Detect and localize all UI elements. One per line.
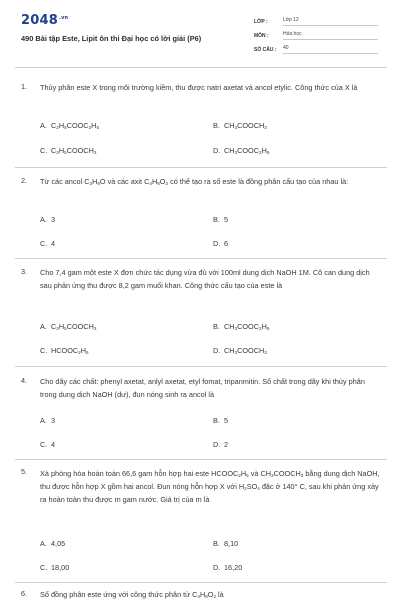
question-text: Thủy phân este X trong môi trường kiềm, thu được natri axetat và ancol etylic. Công thức của X là [40, 83, 358, 92]
option-b[interactable]: B. $CH_3COOC_2H_5$ [213, 322, 270, 331]
question-text: Xà phòng hóa hoàn toàn 66,6 gam hỗn hợp hai este $HCOOC_2H_5$ và $CH_3COOCH_3$ bằng dung dịch NaOH, thu được hỗn hợp X gồm hai ancol. Đun nóng hỗn hợp X với $H_2SO_4$ đặc ở 140° C, sau khi phản ứng xảy ra hoàn toàn thu được m gam nước. Giá trị của m là [40, 469, 380, 505]
option-b[interactable]: B. 5 [213, 416, 229, 425]
count-value: 40 [283, 45, 378, 54]
option-d[interactable]: D. 2 [213, 440, 229, 449]
site-logo[interactable]: $2048^{.vn}$ [21, 13, 69, 28]
question-number: 6. [21, 589, 28, 598]
subject-label: MÔN : [254, 32, 269, 39]
option-d[interactable]: D. 6 [213, 239, 229, 248]
question-number: 2. [21, 176, 28, 185]
option-c[interactable]: C. $C_2H_5COOCH_3$ [40, 146, 97, 155]
option-b[interactable]: B. 8,10 [213, 539, 239, 548]
question-text: Cho 7,4 gam một este X đơn chức tác dụng vừa đủ với 100ml dung dịch NaOH 1M. Cô can dung dịch sau phản ứng thu được 8,2 gam muối khan. Công thức cấu tạo của este là [40, 268, 370, 290]
option-d[interactable]: D. 16,20 [213, 563, 243, 572]
option-c[interactable]: C. 4 [40, 440, 56, 449]
meta-subject-row [254, 31, 378, 40]
class-label: LỚP : [254, 18, 268, 25]
count-label: SỐ CÂU : [254, 46, 277, 53]
question-number: 5. [21, 467, 28, 476]
option-a[interactable]: A. 3 [40, 416, 56, 425]
question-5 [21, 467, 383, 507]
option-c[interactable]: C. $HCOOC_2H_5$ [40, 346, 89, 355]
question-divider [15, 258, 387, 259]
question-4 [21, 376, 383, 401]
option-a[interactable]: A. 4,05 [40, 539, 66, 548]
option-c[interactable]: C. 4 [40, 239, 56, 248]
question-number: 4. [21, 376, 28, 385]
option-a[interactable]: A. 3 [40, 215, 56, 224]
option-d[interactable]: D. $CH_3COOC_2H_5$ [213, 146, 270, 155]
question-divider [15, 366, 387, 367]
question-3 [21, 267, 383, 292]
option-c[interactable]: C. 18,00 [40, 563, 70, 572]
class-value: Lớp 12 [283, 17, 378, 26]
option-b[interactable]: B. $CH_3COOCH_3$ [213, 121, 267, 130]
option-a[interactable]: A. $C_2H_5COOCH_3$ [40, 322, 97, 331]
subject-value: Hóa học [283, 31, 378, 40]
question-1 [21, 82, 383, 95]
option-b[interactable]: B. 5 [213, 215, 229, 224]
meta-count-row [254, 45, 378, 54]
document-title: 490 Bài tập Este, Lipit ôn thi Đại học có lời giải (P6) [21, 34, 202, 43]
meta-class-row [254, 17, 378, 26]
question-divider [15, 582, 387, 583]
option-a[interactable]: A. $C_2H_5COOC_2H_5$ [40, 121, 99, 130]
question-text: Số đồng phân este ứng với công thức phân tử $C_4H_8O_2$ là [40, 590, 224, 599]
question-2 [21, 176, 383, 189]
question-number: 3. [21, 267, 28, 276]
question-number: 1. [21, 82, 28, 91]
question-divider [15, 459, 387, 460]
option-d[interactable]: D. $CH_3COOCH_3$ [213, 346, 267, 355]
question-divider [15, 167, 387, 168]
question-text: Từ các ancol $C_3H_8O$ và các axit $C_4H_8O_2$ có thể tạo ra số este là đồng phân cấu tạo của nhau là: [40, 177, 349, 186]
question-text: Cho dãy các chất: phenyl axetat, anlyl axetat, etyl fomat, tripanmitin. Số chất trong dãy khi thủy phân trong dung dịch NaOH (dư), đun nóng sinh ra ancol là [40, 377, 365, 399]
question-6 [21, 589, 383, 600]
header-divider [15, 67, 387, 68]
